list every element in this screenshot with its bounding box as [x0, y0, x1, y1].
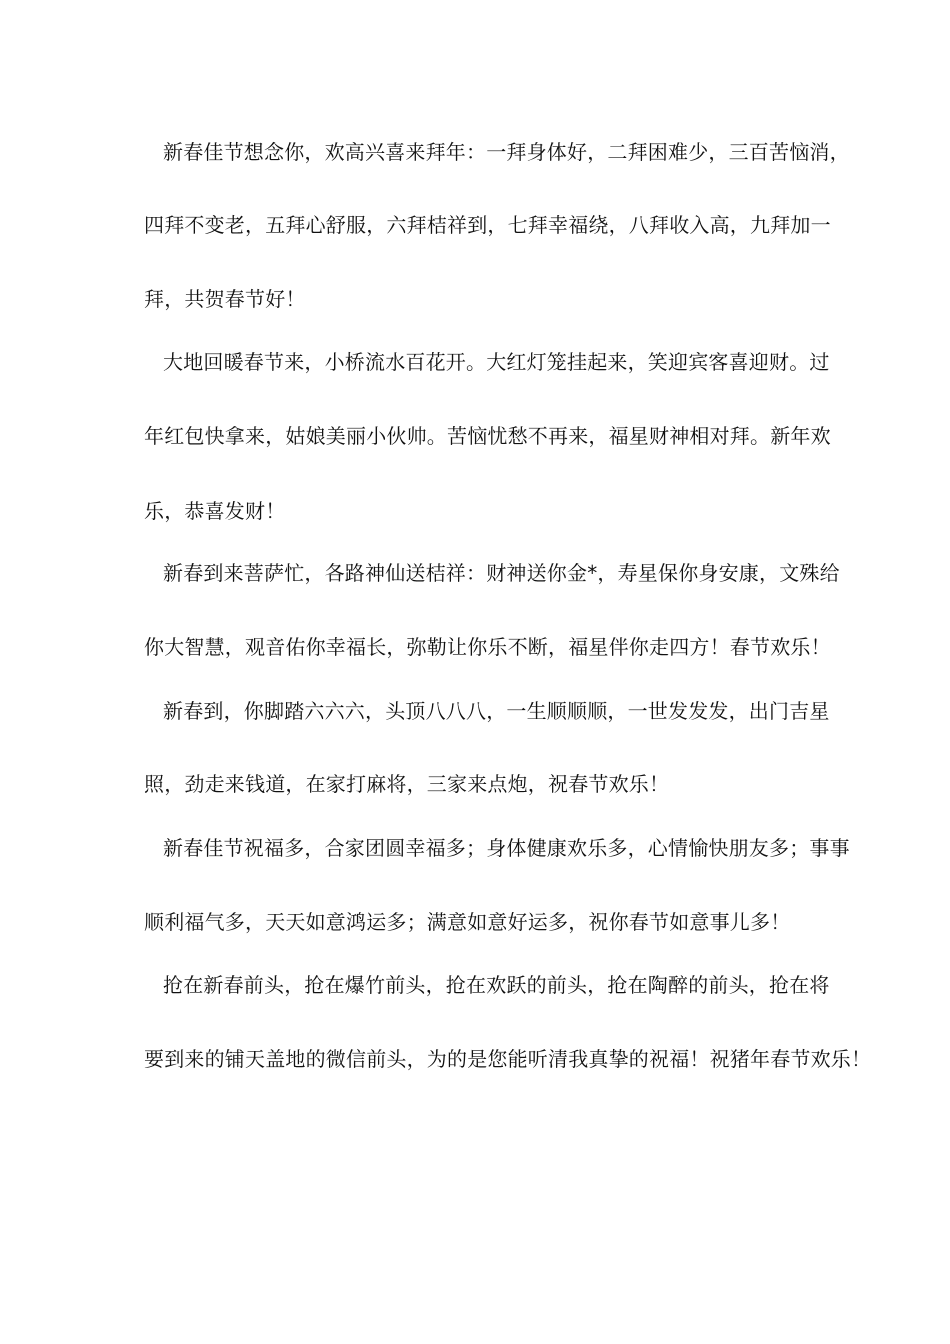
paragraph-3-line-2: 你大智慧，观音佑你幸福长，弥勒让你乐不断，福星伴你走四方！春节欢乐！ — [144, 635, 831, 659]
paragraph-2-line-2: 年红包快拿来，姑娘美丽小伙帅。苦恼忧愁不再来，福星财神相对拜。新年欢 — [144, 424, 831, 448]
paragraph-1-line-2: 四拜不变老，五拜心舒服，六拜桔祥到，七拜幸福绕，八拜收入高，九拜加一 — [144, 213, 831, 237]
paragraph-6-line-1: 抢在新春前头，抢在爆竹前头，抢在欢跃的前头，抢在陶醉的前头，抢在将 — [163, 973, 830, 997]
paragraph-4-line-1: 新春到，你脚踏六六六，头顶八八八，一生顺顺顺，一世发发发，出门吉星 — [163, 699, 830, 723]
paragraph-2-line-1: 大地回暖春节来，小桥流水百花开。大红灯笼挂起来，笑迎宾客喜迎财。过 — [163, 350, 830, 374]
paragraph-5-line-2: 顺利福气多，天天如意鸿运多；满意如意好运多，祝你春节如意事儿多！ — [144, 910, 791, 934]
paragraph-2-line-3: 乐，恭喜发财！ — [144, 499, 286, 523]
paragraph-3-line-1: 新春到来菩萨忙，各路神仙送桔祥：财神送你金*，寿星保你身安康，文殊给 — [163, 561, 840, 585]
paragraph-1-line-3: 拜，共贺春节好！ — [144, 287, 306, 311]
paragraph-5-line-1: 新春佳节祝福多，合家团圆幸福多；身体健康欢乐多，心情愉快朋友多；事事 — [163, 836, 850, 860]
paragraph-6-line-2: 要到来的铺天盖地的微信前头，为的是您能听清我真挚的祝福！祝猪年春节欢乐！ — [144, 1047, 872, 1071]
paragraph-1-line-1: 新春佳节想念你，欢高兴喜来拜年：一拜身体好，二拜困难少，三百苦恼消， — [163, 140, 850, 164]
paragraph-4-line-2: 照，劲走来钱道，在家打麻将，三家来点炮，祝春节欢乐！ — [144, 772, 670, 796]
